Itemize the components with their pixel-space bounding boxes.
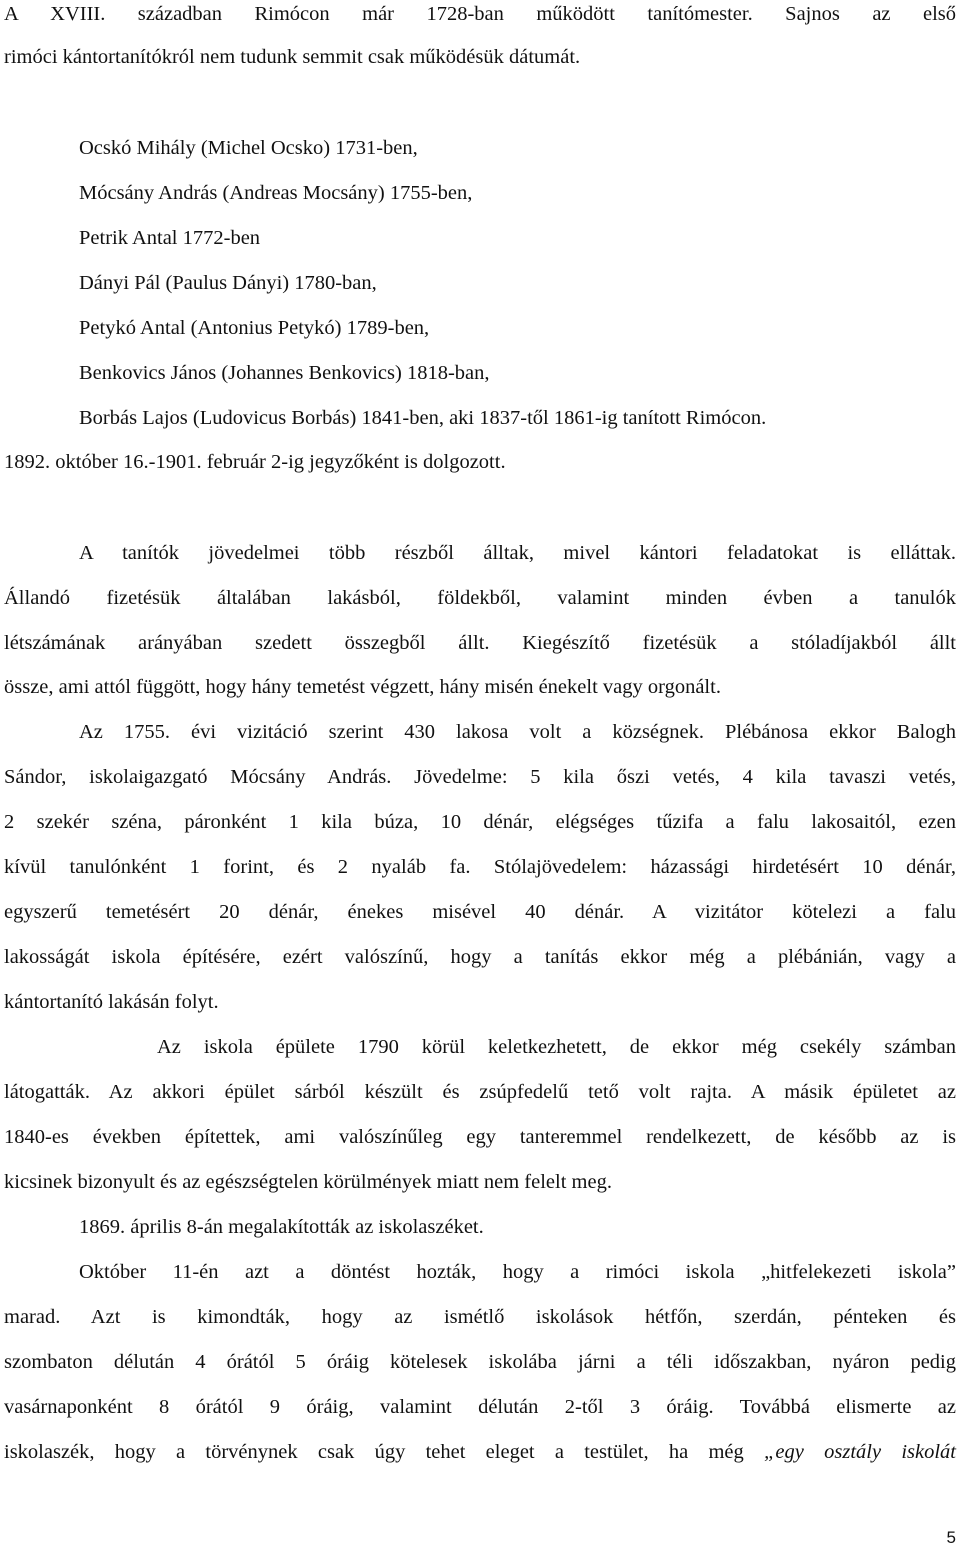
visitation-line-2: Sándor, iskolaigazgató Mócsány András. Jövedelme: 5 kila őszi vetés, 4 kila tavaszi vetés,: [4, 766, 956, 788]
teacher-list-item: Mócsány András (Andreas Mocsány) 1755-ben,: [79, 182, 473, 204]
visitation-line-7: kántortanító lakásán folyt.: [4, 991, 219, 1013]
building-line-3: 1840-es években építettek, ami valószínűleg egy tanteremmel rendelkezett, de később az is: [4, 1126, 956, 1148]
visitation-line-5: egyszerű temetésért 20 dénár, énekes misével 40 dénár. A vizitátor kötelezi a falu: [4, 901, 956, 923]
school-board-line: 1869. április 8-án megalakították az iskolaszéket.: [79, 1216, 484, 1238]
visitation-line-3: 2 szekér széna, páronként 1 kila búza, 10 dénár, elégséges tűzifa a falu lakosaitól, ezen: [4, 811, 956, 833]
income-line-2: Állandó fizetésük általában lakásból, földekből, valamint minden évben a tanulók: [4, 587, 956, 609]
teacher-list-item: Borbás Lajos (Ludovicus Borbás) 1841-ben, aki 1837-től 1861-ig tanított Rimócon.: [79, 407, 767, 429]
october-line-4: vasárnaponként 8 órától 9 óráig, valamint délután 2-től 3 óráig. Továbbá elismerte az: [4, 1396, 956, 1418]
building-line-4: kicsinek bizonyult és az egészségtelen körülmények miatt nem felelt meg.: [4, 1171, 612, 1193]
page-number: 5: [946, 1528, 956, 1547]
visitation-line-6: lakosságát iskola építésére, ezért valószínű, hogy a tanítás ekkor még a plébánián, vagy a: [4, 946, 956, 968]
october-line-1: Október 11-én azt a döntést hozták, hogy a rimóci iskola „hitfelekezeti iskola”: [79, 1261, 956, 1283]
october-line-5: [4, 1440, 956, 1464]
income-line-3: létszámának arányában szedett összegből állt. Kiegészítő fizetésük a stóladíjakból állt: [4, 632, 956, 654]
visitation-line-4: kívül tanulónként 1 forint, és 2 nyaláb fa. Stólajövedelem: házassági hirdetésért 10 dénár,: [4, 856, 956, 878]
teacher-list-note: 1892. október 16.-1901. február 2-ig jegyzőként is dolgozott.: [4, 451, 506, 473]
teacher-list-item: Dányi Pál (Paulus Dányi) 1780-ban,: [79, 272, 377, 294]
teacher-list-item: Benkovics János (Johannes Benkovics) 1818-ban,: [79, 362, 490, 384]
intro-line-2: rimóci kántortanítókról nem tudunk semmit csak működésük dátumát.: [4, 46, 581, 68]
october-line-5-italic: „egy osztály iskolát: [764, 1441, 956, 1463]
teacher-list-item: Petykó Antal (Antonius Petykó) 1789-ben,: [79, 317, 430, 339]
income-line-1: A tanítók jövedelmei több részből álltak, mivel kántori feladatokat is elláttak.: [79, 542, 956, 564]
visitation-line-1: Az 1755. évi vizitáció szerint 430 lakosa volt a községnek. Plébánosa ekkor Balogh: [79, 721, 956, 743]
october-line-2: marad. Azt is kimondták, hogy az ismétlő iskolások hétfőn, szerdán, pénteken és: [4, 1306, 956, 1328]
intro-line-1: A XVIII. században Rimócon már 1728-ban működött tanítómester. Sajnos az első: [4, 3, 956, 25]
building-line-2: látogatták. Az akkori épület sárból készült és zsúpfedelű tető volt rajta. A másik épületet az: [4, 1081, 956, 1103]
october-line-5-text: iskolaszék, hogy a törvénynek csak úgy tehet eleget a testület, ha még: [4, 1441, 764, 1463]
income-line-4: össze, ami attól függött, hogy hány temetést végzett, hány misén énekelt vagy orgonált.: [4, 676, 721, 698]
teacher-list-item: Petrik Antal 1772-ben: [79, 227, 261, 249]
teacher-list-item: Ocskó Mihály (Michel Ocsko) 1731-ben,: [79, 137, 418, 159]
october-line-3: szombaton délután 4 órától 5 óráig kötelesek iskolába járni a téli időszakban, nyáron pedig: [4, 1351, 956, 1373]
building-line-1: Az iskola épülete 1790 körül keletkezhetett, de ekkor még csekély számban: [157, 1036, 956, 1058]
